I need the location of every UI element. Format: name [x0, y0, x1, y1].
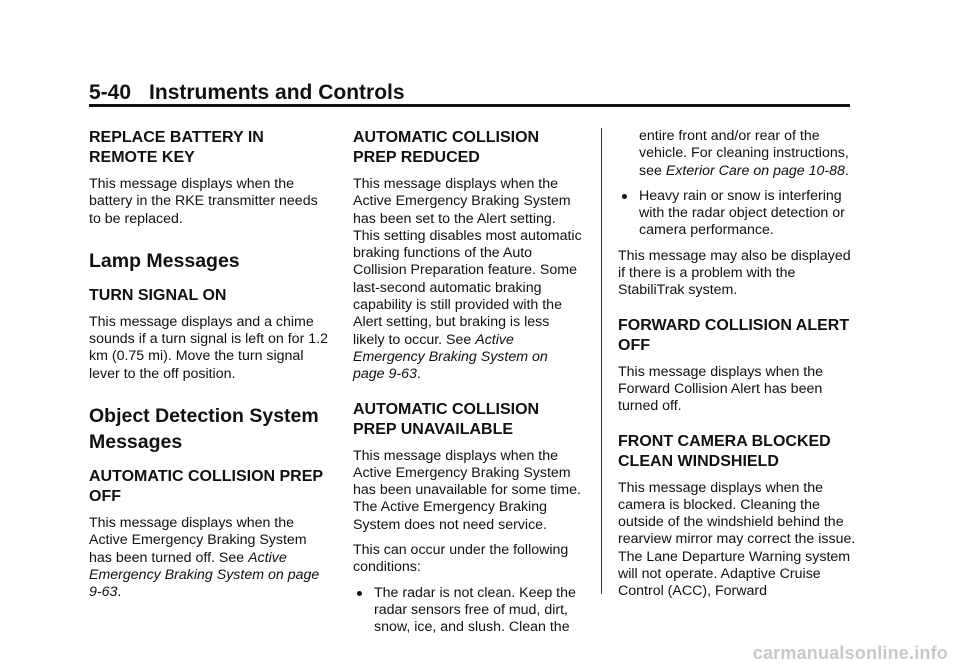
header-rule: [89, 104, 850, 107]
link-exterior-care[interactable]: Exterior Care on page 10-88: [665, 162, 845, 179]
para-stabilitrak: This message may also be displayed if there is a problem with the StabiliTrak system.: [618, 247, 851, 299]
list-item-text: The radar is not clean. Keep the radar sensors free of mud, dirt, snow, ice, and slush. Clean the: [374, 584, 576, 636]
punct: .: [844, 162, 849, 179]
para-acp-unavailable: This message displays when the Active Emergency Braking System has been unavailable for some time. The Active Emergency Braking System does not need service.: [353, 447, 581, 533]
heading-object-detection: Object Detection System Messages: [89, 405, 319, 454]
watermark: carmanualsonline.info: [752, 643, 948, 663]
heading-acp-unavailable: AUTOMATIC COLLISION PREP UNAVAILABLE: [353, 400, 540, 438]
heading-replace-battery: REPLACE BATTERY IN REMOTE KEY: [89, 129, 264, 166]
conditions-list: [353, 585, 583, 637]
para-conditions: This can occur under the following conditions:: [353, 542, 569, 576]
link-aebs-ref[interactable]: Active Emergency Braking System on page 9-63: [89, 549, 320, 601]
list-item-continued: [618, 128, 860, 180]
heading-acp-reduced: AUTOMATIC COLLISION PREP REDUCED: [353, 129, 540, 166]
heading-fca-off: FORWARD COLLISION ALERT OFF: [618, 316, 850, 354]
para-acp-off: [89, 515, 331, 601]
chapter-title: Instruments and Controls: [149, 81, 405, 104]
list-item-text: Heavy rain or snow is interfering with the radar object detection or camera performance.: [639, 187, 845, 239]
heading-camera-blocked: FRONT CAMERA BLOCKED CLEAN WINDSHIELD: [618, 432, 831, 470]
link-aebs-ref-2[interactable]: Active Emergency Braking System on page 9-63: [353, 331, 548, 383]
page-number: 5-40: [89, 81, 132, 104]
para-turn-signal: This message displays and a chime sounds if a turn signal is left on for 1.2 km (0.75 mi). Move the turn signal lever to the off position.: [89, 313, 328, 382]
text-acp-off: This message displays when the Active Emergency Braking System has been turned off. See: [89, 515, 307, 566]
column-right: [618, 128, 860, 609]
list-item: [353, 585, 583, 637]
conditions-list-cont: [618, 188, 860, 240]
column-left: [89, 128, 331, 610]
punct: .: [117, 584, 122, 601]
para-acp-reduced: [353, 176, 583, 384]
column-divider: [601, 128, 602, 594]
text-continued: entire front and/or rear of the vehicle. For cleaning instructions, see: [639, 128, 849, 179]
heading-acp-off: AUTOMATIC COLLISION PREP OFF: [89, 468, 323, 506]
para-replace-battery: This message displays when the battery in the RKE transmitter needs to be replaced.: [89, 176, 318, 227]
column-middle: [353, 128, 583, 645]
page-header: [89, 80, 849, 106]
bullet-icon: [357, 591, 362, 596]
heading-turn-signal: TURN SIGNAL ON: [89, 286, 227, 304]
para-fca-off: This message displays when the Forward Collision Alert has been turned off.: [618, 363, 824, 415]
text-acp-reduced: This message displays when the Active Emergency Braking System has been set to the Alert setting. This setting disables most automatic braking functions of the Auto Collision Preparation feature. Some last-second automatic braking capability is still provided with the Alert setting, but braking is less likely to occur. See: [353, 176, 582, 348]
para-camera-blocked: This message displays when the camera is blocked. Cleaning the outside of the windshield behind the rearview mirror may correct the issue. The Lane Departure Warning system will not operate. Adaptive Cruise Control (ACC), Forward: [618, 479, 856, 600]
punct: .: [416, 366, 421, 383]
bullet-icon: [622, 194, 627, 199]
list-item: [618, 188, 860, 240]
heading-lamp-messages: Lamp Messages: [89, 249, 240, 272]
